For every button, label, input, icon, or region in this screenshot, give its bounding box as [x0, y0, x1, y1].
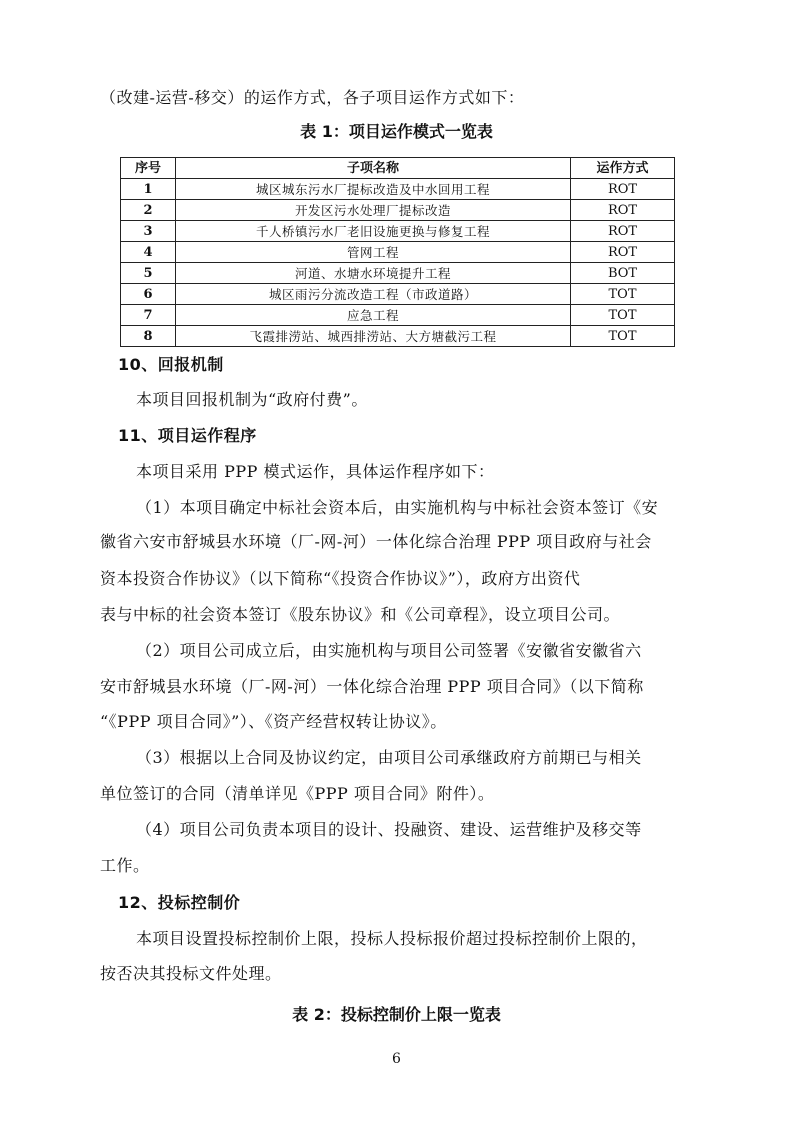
- section-10-heading: 10、回报机制: [118, 355, 224, 374]
- section-10-text: 本项目回报机制为“政府付费”。: [136, 390, 368, 409]
- row-index: 3: [121, 221, 176, 242]
- row-index: 5: [121, 263, 176, 284]
- row-name: 城区雨污分流改造工程（市政道路）: [176, 284, 571, 305]
- row-index: 6: [121, 284, 176, 305]
- row-index: 1: [121, 179, 176, 200]
- row-index: 2: [121, 200, 176, 221]
- section-12-line1: 本项目设置投标控制价上限，投标人投标报价超过投标控制价上限的，: [136, 929, 648, 948]
- section-11-p4-line2: 工作。: [100, 856, 150, 875]
- table-header-row: [121, 158, 675, 179]
- row-mode: ROT: [571, 242, 675, 263]
- section-11-p3-line2: 单位签订的合同（清单详见《PPP 项目合同》附件）。: [100, 784, 495, 803]
- row-name: 河道、水塘水环境提升工程: [176, 263, 571, 284]
- table-row: [121, 200, 675, 221]
- header-operation-mode: 运作方式: [571, 158, 675, 179]
- table-row: [121, 284, 675, 305]
- section-11-p3-line1: （3）根据以上合同及协议约定，由项目公司承继政府方前期已与相关: [136, 748, 642, 767]
- intro-line: （改建-运营-移交）的运作方式，各子项目运作方式如下：: [100, 88, 525, 107]
- section-11-p1-line3: 资本投资合作协议》（以下简称“《投资合作协议》”），政府方出资代: [100, 569, 581, 588]
- table2-caption: 表 2：投标控制价上限一览表: [292, 1005, 501, 1024]
- table-row: [121, 242, 675, 263]
- table-row: [121, 326, 675, 347]
- row-mode: ROT: [571, 200, 675, 221]
- row-name: 开发区污水处理厂提标改造: [176, 200, 571, 221]
- row-name: 飞霞排涝站、城西排涝站、大方塘截污工程: [176, 326, 571, 347]
- section-11-intro: 本项目采用 PPP 模式运作，具体运作程序如下：: [136, 462, 495, 481]
- table1-caption: 表 1：项目运作模式一览表: [300, 122, 493, 141]
- section-11-p2-line2: 安市舒城县水环境（厂-网-河）一体化综合治理 PPP 项目合同》（以下简称: [100, 677, 644, 696]
- row-name: 管网工程: [176, 242, 571, 263]
- row-mode: TOT: [571, 305, 675, 326]
- page-number: 6: [392, 1051, 401, 1067]
- section-11-p1-line4: 表与中标的社会资本签订《股东协议》和《公司章程》，设立项目公司。: [100, 605, 621, 624]
- table-row: [121, 305, 675, 326]
- section-11-p1-line1: （1）本项目确定中标社会资本后，由实施机构与中标社会资本签订《安: [136, 498, 659, 517]
- row-mode: ROT: [571, 221, 675, 242]
- section-12-heading: 12、投标控制价: [118, 893, 241, 912]
- row-index: 7: [121, 305, 176, 326]
- row-name: 城区城东污水厂提标改造及中水回用工程: [176, 179, 571, 200]
- table-row: [121, 179, 675, 200]
- row-index: 4: [121, 242, 176, 263]
- section-11-p2-line1: （2）项目公司成立后，由实施机构与项目公司签署《安徽省安徽省六: [136, 641, 642, 660]
- table-row: [121, 263, 675, 284]
- section-11-p2-line3: “《PPP 项目合同》”）、《资产经营权转让协议》。: [100, 712, 447, 731]
- header-index: 序号: [121, 158, 176, 179]
- row-index: 8: [121, 326, 176, 347]
- section-11-p1-line2: 徽省六安市舒城县水环境（厂-网-河）一体化综合治理 PPP 项目政府与社会: [100, 532, 652, 551]
- row-mode: TOT: [571, 326, 675, 347]
- section-11-heading: 11、项目运作程序: [118, 426, 257, 445]
- section-12-line2: 按否决其投标文件处理。: [100, 964, 282, 983]
- section-11-p4-line1: （4）项目公司负责本项目的设计、投融资、建设、运营维护及移交等: [136, 820, 642, 839]
- row-mode: BOT: [571, 263, 675, 284]
- header-subproject-name: 子项名称: [176, 158, 571, 179]
- operation-mode-table: [120, 157, 675, 347]
- row-mode: TOT: [571, 284, 675, 305]
- table-row: [121, 221, 675, 242]
- row-name: 千人桥镇污水厂老旧设施更换与修复工程: [176, 221, 571, 242]
- row-mode: ROT: [571, 179, 675, 200]
- row-name: 应急工程: [176, 305, 571, 326]
